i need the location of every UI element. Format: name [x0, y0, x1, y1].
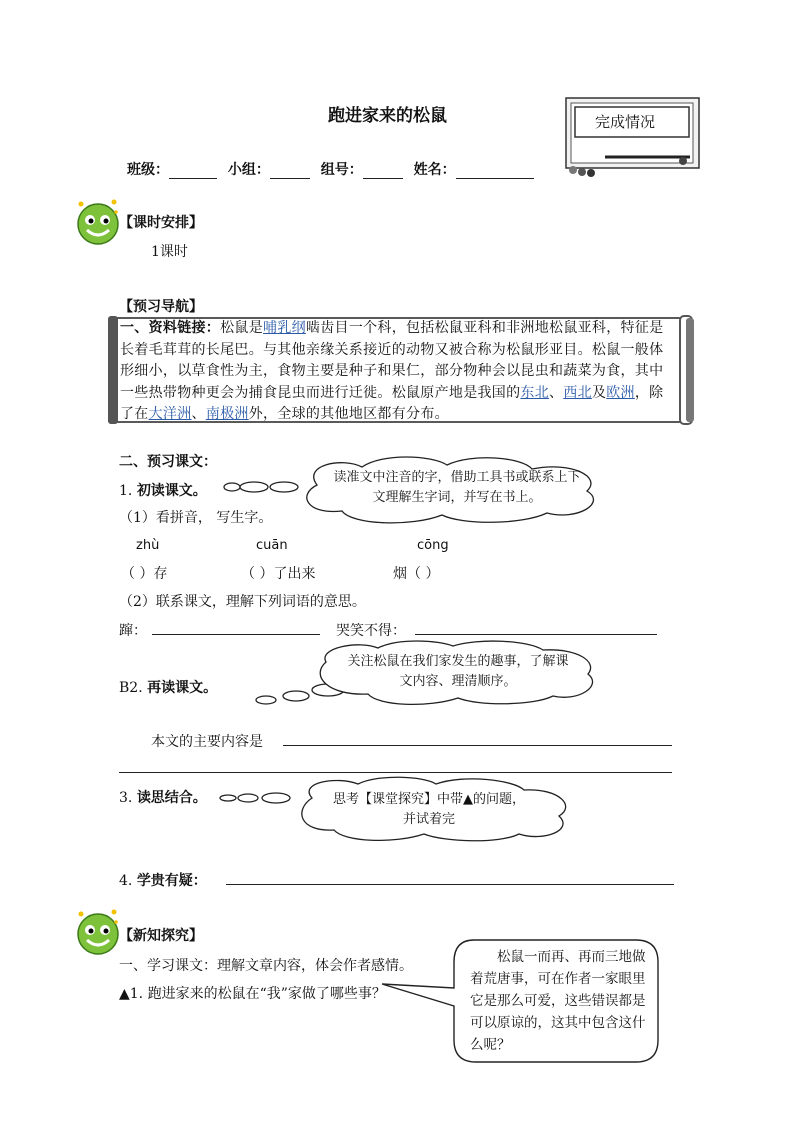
header-fields: [127, 159, 534, 179]
cloud-hint-3-text: 思考【课堂探究】中带▲的问题，并试着完: [333, 792, 525, 827]
section-heading-explore: 【新知探究】: [119, 928, 203, 944]
name-field[interactable]: [456, 162, 534, 179]
item-1: [119, 480, 207, 500]
link-northwest[interactable]: 西北: [563, 384, 592, 401]
class-field[interactable]: [169, 162, 217, 179]
section-heading-preview-guide: 【预习导航】: [119, 299, 203, 315]
completion-status-box: [565, 97, 700, 177]
explore-question-1: ▲1. 跑进家来的松鼠在“我”家做了哪些事？: [119, 986, 386, 1002]
explore-line-1: 一、学习课文：理解文章内容，体会作者感情。: [119, 958, 413, 974]
speech-bubble-text: 松鼠一而再、再而三地做着荒唐事，可在作者一家眼里它是那么可爱，这些错误都是可以原谅的，这其中包含这什么呢？: [470, 949, 646, 1053]
scroll-text: 松鼠是: [220, 320, 264, 336]
link-antarctica[interactable]: 南极洲: [205, 406, 249, 423]
group-no-field[interactable]: [363, 162, 403, 179]
pinyin-1: zhù: [136, 538, 160, 553]
question-answer-line[interactable]: [226, 884, 674, 885]
word-1-label: 蹿：: [119, 623, 147, 639]
cloud-hint-2-text: 关注松鼠在我们家发生的趣事，了解课文内容、理清顺序。: [347, 654, 569, 689]
main-content-label: 本文的主要内容是: [151, 734, 263, 750]
cloud-hint-2: [248, 640, 608, 710]
page-title: 跑进家来的松鼠: [328, 106, 447, 126]
item-4: [119, 870, 207, 890]
scroll-text: 啮齿目一个科，包括松鼠亚科和非洲地松鼠亚科，特征是长着毛茸茸的长尾巴。与其他亲缘关系接近的动物又被合称为松鼠形亚目。松鼠一般体形细小，以草食性为主，食物主要是种子和果仁，部分物种会以昆虫和蔬菜为食，其中一些热带物种更会为捕食昆虫而进行迁徙。松鼠原产地是我国的: [120, 320, 664, 401]
main-content-answer-line[interactable]: [283, 745, 672, 746]
fill-blank-1[interactable]: （ ）存: [121, 566, 168, 582]
status-frame-icon: [565, 97, 700, 177]
cloud-hint-3: [214, 776, 574, 842]
link-mammalia[interactable]: 哺乳纲: [263, 320, 306, 336]
class-label: 班级：: [127, 162, 169, 178]
link-europe[interactable]: 欧洲: [606, 384, 635, 401]
word-2-label: 哭笑不得：: [336, 623, 406, 639]
scroll-text: 及: [591, 384, 607, 401]
fill-blank-2[interactable]: （ ）了出来: [241, 566, 316, 582]
item-4-label: 学贵有疑：: [136, 873, 207, 889]
schedule-content: 1课时: [151, 244, 188, 260]
name-label: 姓名：: [413, 162, 456, 178]
scroll-text: ，除了在: [120, 384, 664, 423]
info-scroll: [108, 314, 695, 426]
item-1-num: 1.: [119, 483, 133, 499]
cloud-hint-1-text: 读准文中注音的字，借助工具书或联系上下文理解生字词，并写在书上。: [333, 470, 581, 505]
completion-status-label: 完成情况: [595, 113, 656, 131]
item-2: [119, 677, 217, 697]
sub-2: （2）联系课文，理解下列词语的意思。: [119, 594, 366, 610]
item-3-num: 3.: [119, 790, 133, 806]
pinyin-3: cōng: [417, 538, 449, 553]
item-1-label: 初读课文。: [136, 483, 207, 499]
group-field[interactable]: [270, 162, 310, 179]
preview-heading: 二、预习课文：: [119, 454, 217, 470]
smiley-icon: [72, 906, 124, 958]
scroll-text: 外，全球的其他地区都有分布。: [248, 406, 449, 423]
main-content-answer-line-2[interactable]: [119, 772, 672, 773]
speech-bubble: [378, 936, 662, 1066]
word-2-answer-line[interactable]: [415, 634, 657, 635]
link-northeast[interactable]: 东北: [520, 384, 550, 401]
scroll-text: 、: [191, 406, 206, 423]
item-2-num: B2.: [119, 680, 143, 696]
item-3-label: 读思结合。: [136, 790, 207, 806]
pinyin-2: cuān: [256, 538, 288, 553]
link-oceania[interactable]: 大洋洲: [148, 406, 192, 423]
scroll-lead: 一、资料链接：: [120, 320, 221, 336]
scroll-text: 、: [549, 384, 564, 401]
sub-1: （1）看拼音， 写生字。: [119, 510, 273, 526]
fill-blank-3[interactable]: 烟（ ）: [393, 566, 440, 582]
smiley-icon: [72, 196, 124, 248]
cloud-hint-1: [222, 455, 622, 525]
group-label: 小组：: [227, 162, 270, 178]
section-heading-schedule: 【课时安排】: [119, 215, 203, 231]
group-no-label: 组号：: [320, 162, 363, 178]
item-4-num: 4.: [119, 873, 133, 889]
word-1-answer-line[interactable]: [152, 634, 320, 635]
item-2-label: 再读课文。: [147, 680, 218, 696]
item-3: [119, 787, 207, 807]
